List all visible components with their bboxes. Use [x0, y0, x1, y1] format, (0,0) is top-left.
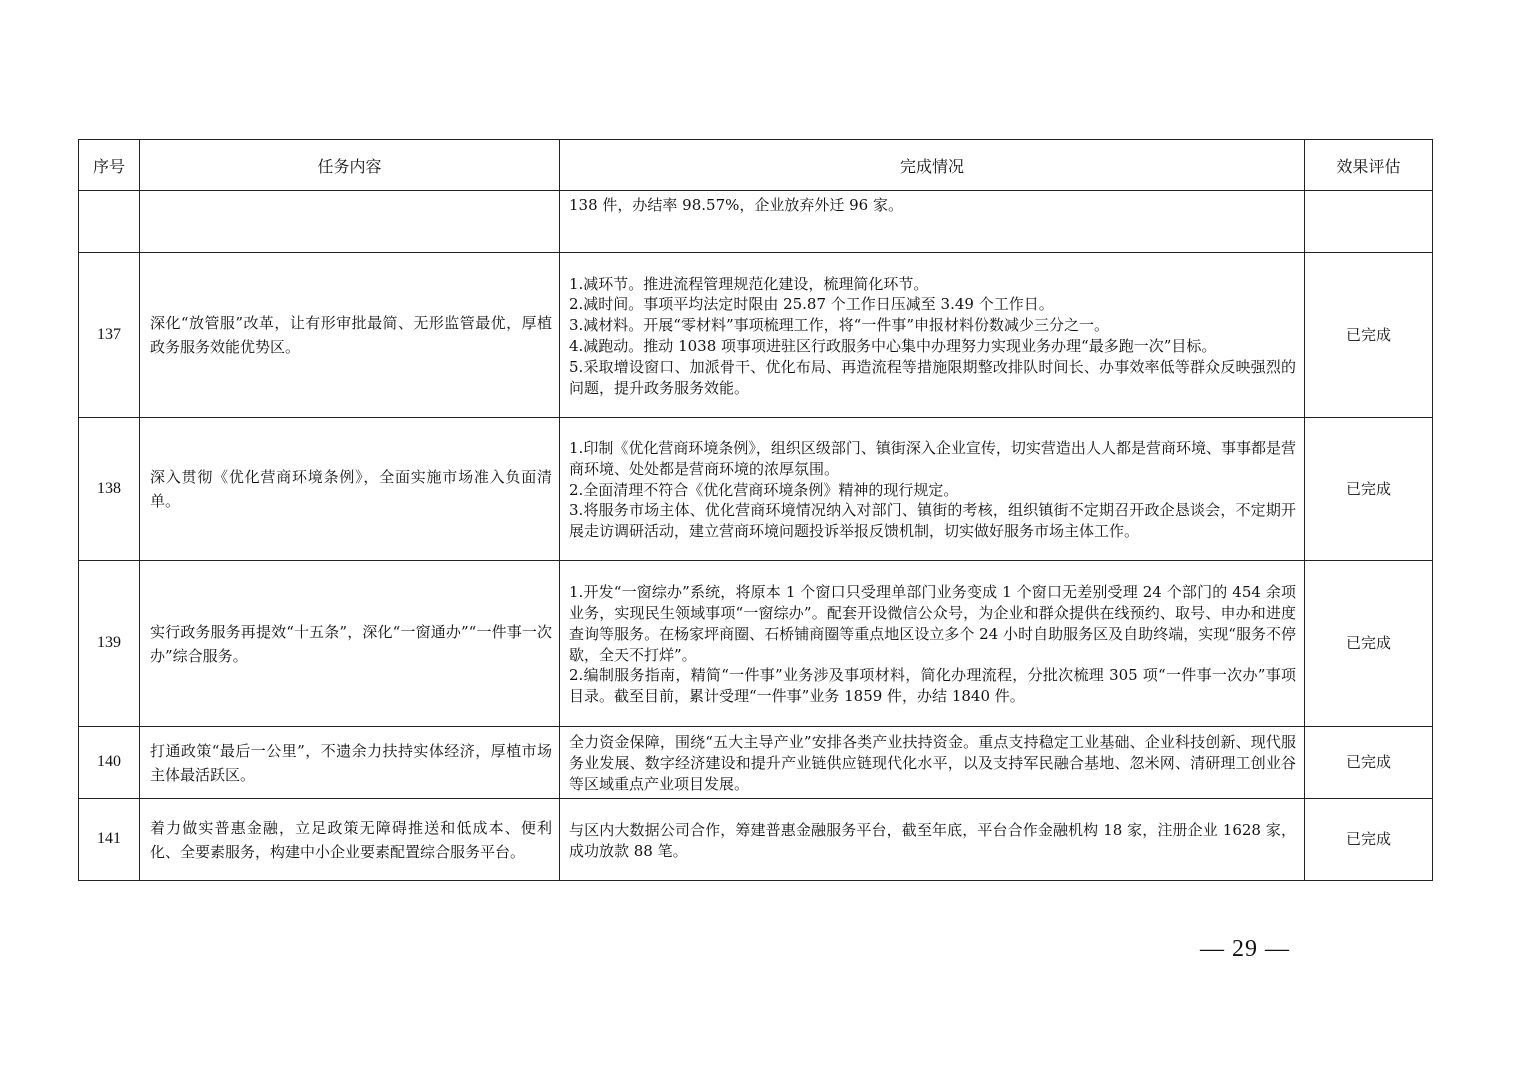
- row-evaluation: 已完成: [1305, 253, 1433, 418]
- completion-item: 2.编制服务指南，精简“一件事”业务涉及事项材料，简化办理流程，分批次梳理 305 项“一件事一次办”事项目录。截至目前，累计受理“一件事”业务 1859 件，办结 1840 件。: [569, 666, 1296, 706]
- header-completion: 完成情况: [560, 140, 1305, 191]
- row-seq: [79, 191, 140, 253]
- row-completion: 138 件，办结率 98.57%，企业放弃外迁 96 家。: [560, 191, 1305, 253]
- row-evaluation: 已完成: [1305, 799, 1433, 881]
- table-row: [79, 191, 1433, 253]
- row-task: 实行政务服务再提效“十五条”，深化“一窗通办”“一件事一次办”综合服务。: [140, 561, 560, 727]
- table-header-row: [79, 140, 1433, 191]
- row-evaluation: [1305, 191, 1433, 253]
- row-seq: 137: [79, 253, 140, 418]
- completion-item: 1.印制《优化营商环境条例》，组织区级部门、镇街深入企业宣传，切实营造出人人都是营商环境、事事都是营商环境、处处都是营商环境的浓厚氛围。: [569, 439, 1296, 478]
- header-seq: 序号: [79, 140, 140, 191]
- row-completion: 全力资金保障，围绕“五大主导产业”安排各类产业扶持资金。重点支持稳定工业基础、企业科技创新、现代服务业发展、数字经济建设和提升产业链供应链现代化水平，以及支持军民融合基地、忽米网、清研理工创业谷等区域重点产业项目发展。: [560, 727, 1305, 799]
- row-completion: [560, 561, 1305, 727]
- row-completion: 与区内大数据公司合作，筹建普惠金融服务平台，截至年底，平台合作金融机构 18 家，注册企业 1628 家，成功放款 88 笔。: [560, 799, 1305, 881]
- row-completion: [560, 253, 1305, 418]
- row-seq: 138: [79, 418, 140, 561]
- row-evaluation: 已完成: [1305, 727, 1433, 799]
- task-table: [78, 139, 1433, 881]
- row-task: 打通政策“最后一公里”，不遗余力扶持实体经济，厚植市场主体最活跃区。: [140, 727, 560, 799]
- row-completion: [560, 418, 1305, 561]
- header-evaluation: 效果评估: [1305, 140, 1433, 191]
- completion-item: 2.减时间。事项平均法定时限由 25.87 个工作日压减至 3.49 个工作日。: [569, 295, 1054, 314]
- table-row: [79, 799, 1433, 881]
- header-task: 任务内容: [140, 140, 560, 191]
- row-seq: 139: [79, 561, 140, 727]
- completion-item: 4.减跑动。推动 1038 项事项进驻区行政服务中心集中办理努力实现业务办理“最多跑一次”目标。: [569, 337, 1217, 355]
- table-row: [79, 561, 1433, 727]
- completion-item: 3.将服务市场主体、优化营商环境情况纳入对部门、镇街的考核，组织镇街不定期召开政企恳谈会，不定期开展走访调研活动，建立营商环境问题投诉举报反馈机制，切实做好服务市场主体工作。: [569, 501, 1296, 541]
- row-task: 着力做实普惠金融，立足政策无障碍推送和低成本、便利化、全要素服务，构建中小企业要素配置综合服务平台。: [140, 799, 560, 881]
- completion-item: 2.全面清理不符合《优化营商环境条例》精神的现行规定。: [569, 480, 959, 499]
- row-seq: 140: [79, 727, 140, 799]
- page-number: — 29 —: [1200, 936, 1290, 962]
- row-evaluation: 已完成: [1305, 561, 1433, 727]
- completion-item: 3.减材料。开展“零材料”事项梳理工作，将“一件事”申报材料份数减少三分之一。: [569, 316, 1109, 335]
- table-row: [79, 418, 1433, 561]
- completion-item: 5.采取增设窗口、加派骨干、优化布局、再造流程等措施限期整改排队时间长、办事效率低等群众反映强烈的问题，提升政务服务效能。: [569, 357, 1296, 397]
- table-row: [79, 253, 1433, 418]
- row-task: [140, 191, 560, 253]
- completion-item: 1.减环节。推进流程管理规范化建设，梳理简化环节。: [569, 274, 929, 293]
- row-evaluation: 已完成: [1305, 418, 1433, 561]
- row-seq: 141: [79, 799, 140, 881]
- row-task: 深化“放管服”改革，让有形审批最简、无形监管最优，厚植政务服务效能优势区。: [140, 253, 560, 418]
- completion-item: 1.开发“一窗综办”系统，将原本 1 个窗口只受理单部门业务变成 1 个窗口无差别受理 24 个部门的 454 余项业务，实现民生领域事项“一窗综办”。配套开设微信公众号，为企业和群众提供在线预约、取号、申办和进度查询等服务。在杨家坪商圈、石桥铺商圈等重点地区设立多个 24 小时自助服务区及自助终端，实现“服务不停歇，全天不打烊”。: [569, 583, 1296, 664]
- row-task: 深入贯彻《优化营商环境条例》，全面实施市场准入负面清单。: [140, 418, 560, 561]
- table-row: [79, 727, 1433, 799]
